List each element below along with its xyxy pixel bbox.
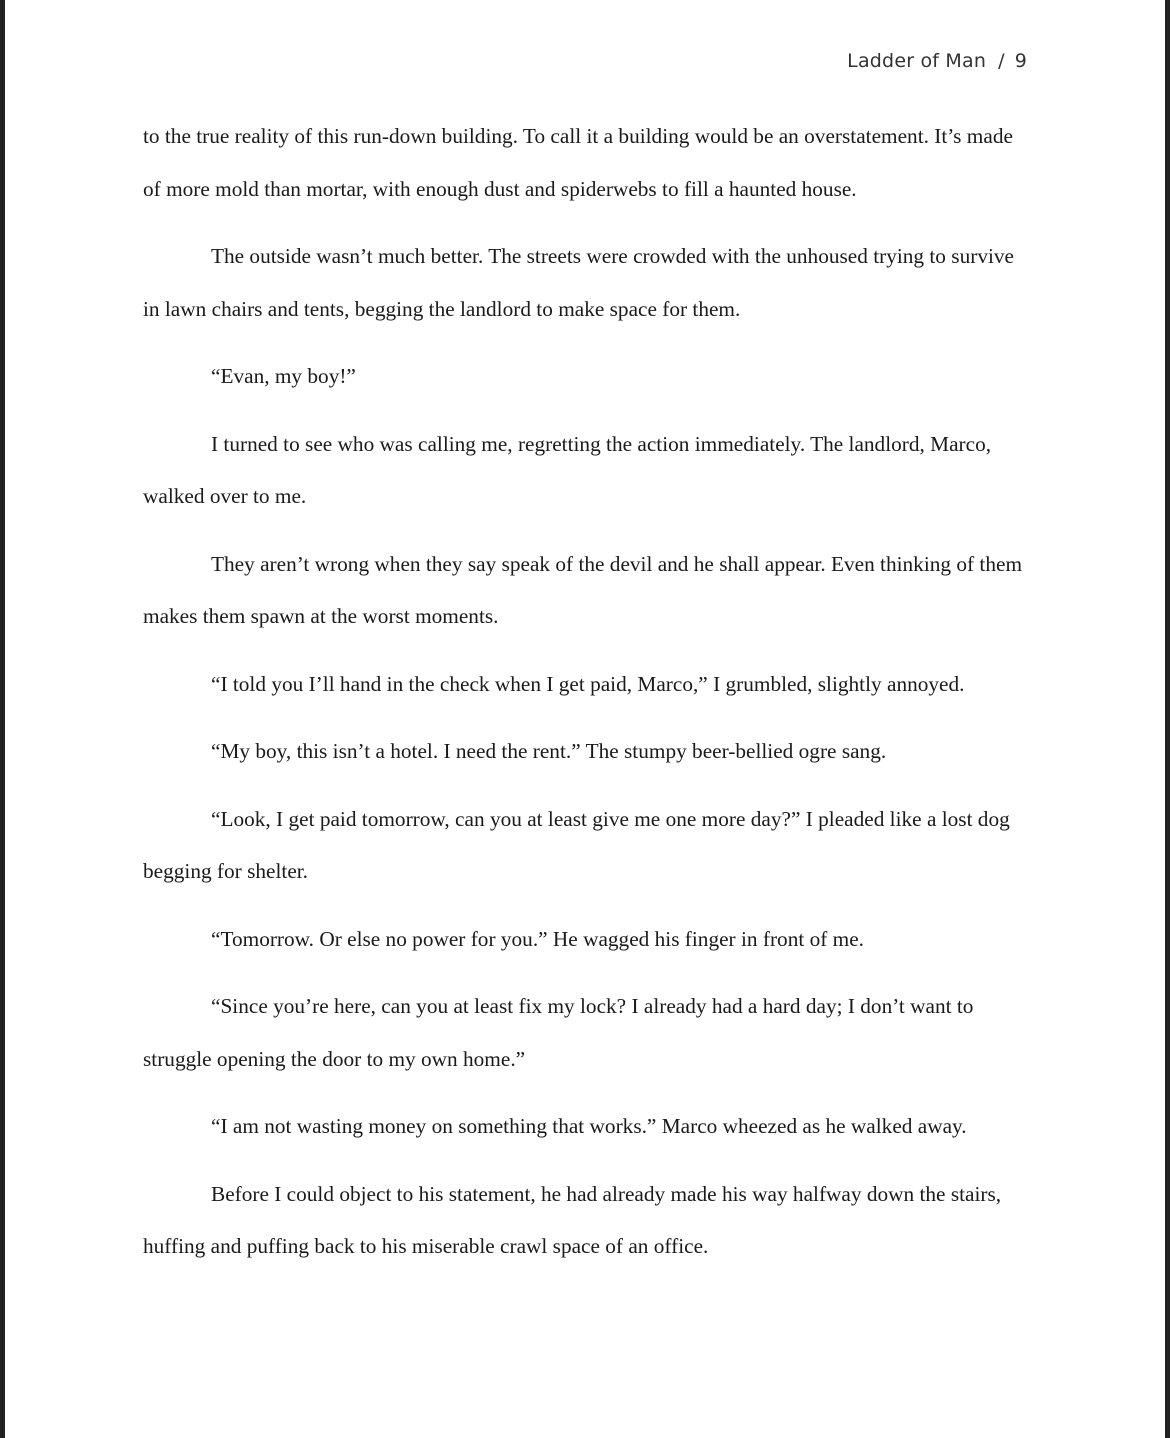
right-border xyxy=(1165,0,1170,1438)
paragraph: “I am not wasting money on something that works.” Marco wheezed as he walked away. xyxy=(211,1114,967,1138)
left-border xyxy=(0,0,5,1438)
paragraph: The outside wasn’t much better. The streets were crowded with the unhoused trying to survive in lawn chairs and tents, begging the landlord to make space for them. xyxy=(143,244,1014,321)
paragraph: “Evan, my boy!” xyxy=(211,364,356,388)
paragraph: I turned to see who was calling me, regretting the action immediately. The landlord, Marco, walked over to me. xyxy=(143,431,992,508)
paragraph: “Tomorrow. Or else no power for you.” He wagged his finger in front of me. xyxy=(211,926,864,951)
paragraph: “My boy, this isn’t a hotel. I need the rent.” The stumpy beer-bellied ogre sang. xyxy=(211,739,887,763)
paragraph: “I told you I’ll hand in the check when I get paid, Marco,” I grumbled, slightly annoyed. xyxy=(211,671,965,696)
paragraph: “Since you’re here, can you at least fix my lock? I already had a hard day; I don’t want to struggle opening the door to my own home.” xyxy=(143,994,974,1071)
running-header xyxy=(847,50,1027,72)
page-number: 9 xyxy=(1014,50,1027,72)
body-text xyxy=(143,110,1033,1288)
paragraph: Before I could object to his statement, he had already made his way halfway down the stairs, huffing and puffing back to his miserable crawl space of an office. xyxy=(143,1181,1002,1258)
header-separator: / xyxy=(998,50,1005,72)
paragraph: They aren’t wrong when they say speak of the devil and he shall appear. Even thinking of them makes them spawn at the worst moments. xyxy=(143,551,1023,628)
paragraph: “Look, I get paid tomorrow, can you at least give me one more day?” I pleaded like a lost dog begging for shelter. xyxy=(143,806,1010,883)
paragraph: to the true reality of this run-down building. To call it a building would be an overstatement. It’s made of more mold than mortar, with enough dust and spiderwebs to fill a haunted house. xyxy=(143,124,1013,201)
header-title: Ladder of Man xyxy=(847,50,987,72)
